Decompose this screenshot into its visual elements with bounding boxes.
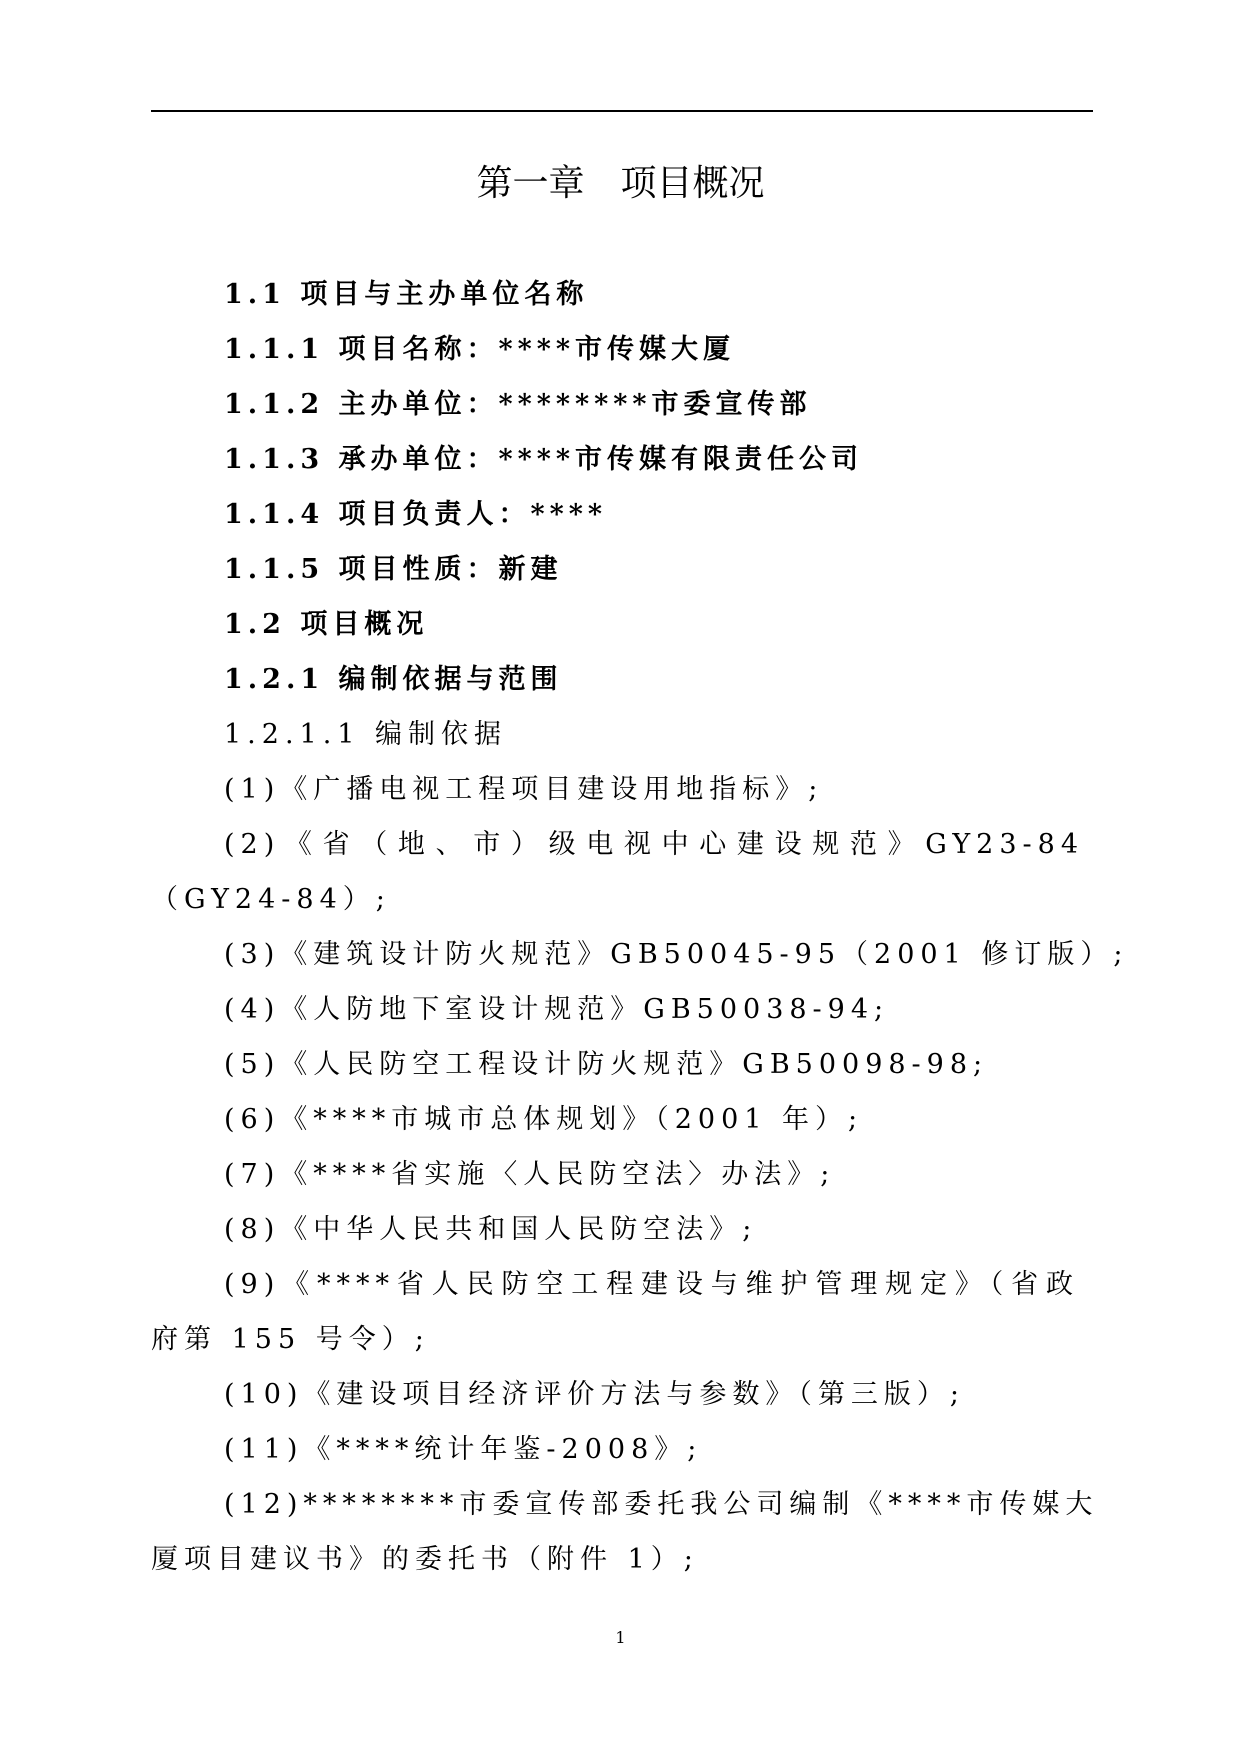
list-item-11: (11)《****统计年鉴-2008》; [224, 1434, 703, 1465]
heading-1-1-1: 1.1.1 项目名称：****市传媒大厦 [224, 334, 736, 365]
list-item-8: (8)《中华人民共和国人民防空法》; [224, 1214, 758, 1245]
list-item-12: (12)********市委宣传部委托我公司编制《****市传媒大 [224, 1489, 1099, 1520]
list-item-9-cont: 府第 155 号令）; [151, 1324, 430, 1355]
list-item-3: (3)《建筑设计防火规范》GB50045-95（2001 修订版）; [224, 939, 1129, 970]
heading-1-1-5: 1.1.5 项目性质：新建 [224, 554, 563, 585]
list-item-2-cont: （GY24-84）; [151, 884, 391, 915]
sub-heading-1-2-1-1: 1.2.1.1 编制依据 [224, 719, 508, 750]
list-item-10: (10)《建设项目经济评价方法与参数》（第三版）; [224, 1379, 966, 1410]
heading-1-2: 1.2 项目概况 [224, 609, 429, 640]
heading-1-1-4: 1.1.4 项目负责人：**** [224, 499, 608, 530]
header-rule [151, 110, 1093, 112]
page-number: 1 [615, 1628, 626, 1647]
list-item-7: (7)《****省实施〈人民防空法〉办法》; [224, 1159, 836, 1190]
list-item-2: (2)《省（地、市）级电视中心建设规范》GY23-84 [224, 829, 1084, 860]
heading-1-1-3: 1.1.3 承办单位：****市传媒有限责任公司 [224, 444, 864, 475]
chapter-title: 第一章 项目概况 [476, 163, 765, 204]
list-item-6: (6)《****市城市总体规划》（2001 年）; [224, 1104, 864, 1135]
heading-1-1: 1.1 项目与主办单位名称 [224, 279, 589, 310]
list-item-5: (5)《人民防空工程设计防火规范》GB50098-98; [224, 1049, 989, 1080]
list-item-1: (1)《广播电视工程项目建设用地指标》; [224, 774, 824, 805]
list-item-12-cont: 厦项目建议书》的委托书（附件 1）; [151, 1544, 699, 1575]
list-item-4: (4)《人防地下室设计规范》GB50038-94; [224, 994, 890, 1025]
list-item-9: (9)《****省人民防空工程建设与维护管理规定》（省政 [224, 1269, 1079, 1300]
heading-1-2-1: 1.2.1 编制依据与范围 [224, 664, 563, 695]
heading-1-1-2: 1.1.2 主办单位：********市委宣传部 [224, 389, 812, 420]
